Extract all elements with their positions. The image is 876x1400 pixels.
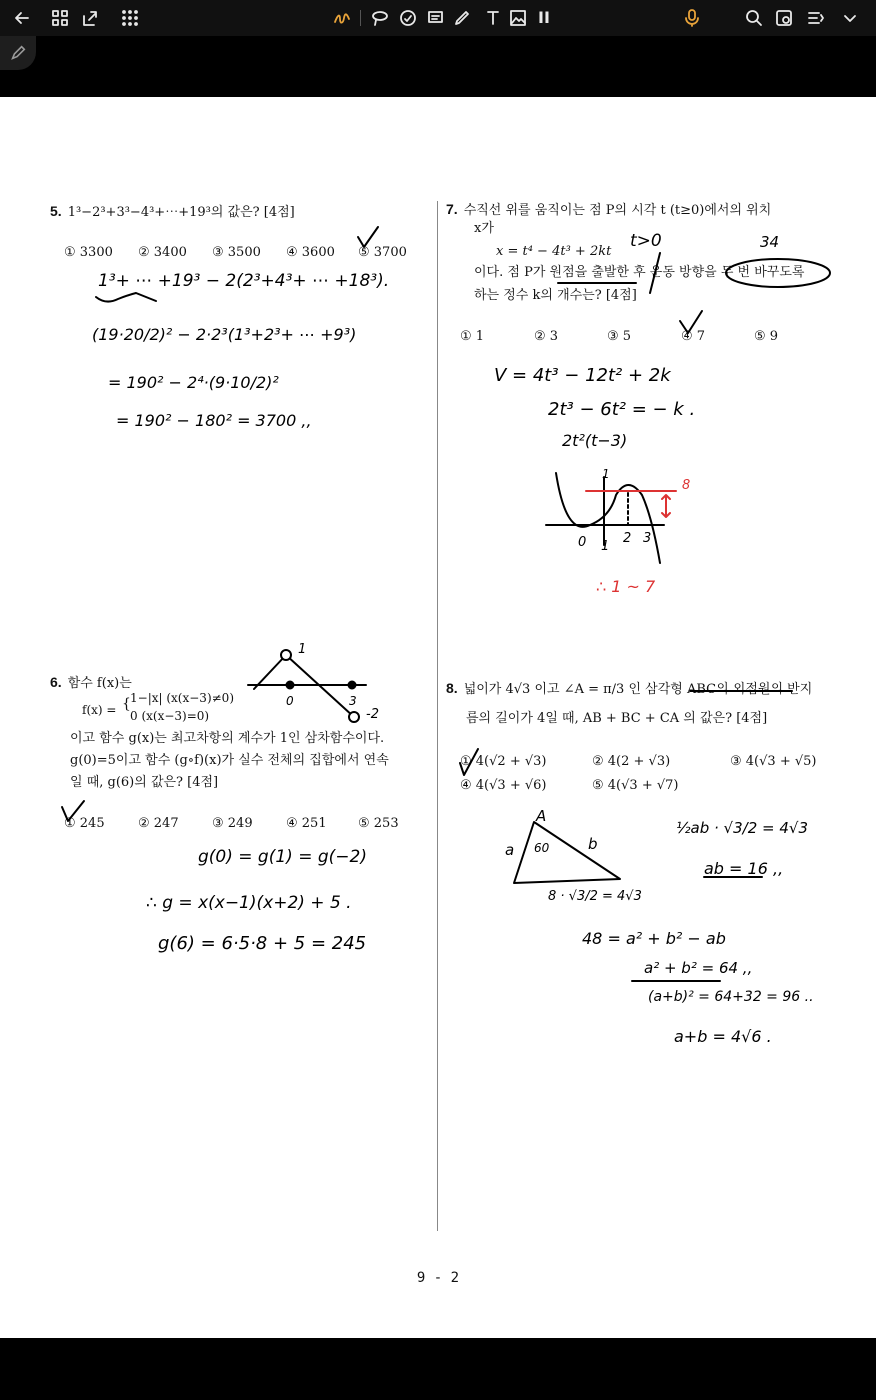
q7-line2: x가 bbox=[474, 221, 494, 236]
q8-handwriting-3: (a+b)² = 64+32 = 96 .. bbox=[648, 989, 814, 1005]
q8-triangle bbox=[514, 822, 620, 883]
q8-choice-3[interactable]: ③ 4(√3 + √5) bbox=[730, 754, 817, 769]
q6-choice-2[interactable]: ② 247 bbox=[138, 816, 179, 831]
q7-line4: 하는 정수 k의 개수는? [4점] bbox=[474, 288, 637, 303]
text-box-icon[interactable] bbox=[424, 6, 448, 30]
q5-checkmark bbox=[358, 227, 378, 247]
question-number: 5. bbox=[50, 203, 62, 219]
q8-handwriting-2: a² + b² = 64 ,, bbox=[644, 959, 753, 977]
q6-graph-label-neg2: -2 bbox=[366, 707, 379, 722]
toolbar-separator bbox=[360, 10, 361, 26]
q7-graph-label-3: 3 bbox=[643, 531, 652, 546]
question-number: 7. bbox=[446, 201, 458, 217]
q8-handwriting-4: a+b = 4√6 . bbox=[674, 1027, 772, 1046]
q6-graph-curve bbox=[254, 655, 354, 717]
q7-graph-label-0: 0 bbox=[578, 535, 587, 550]
q6-graph-open-bottom bbox=[349, 712, 359, 722]
q8-handwriting-ab: ab = 16 ,, bbox=[704, 859, 784, 878]
q6-choice-3[interactable]: ③ 249 bbox=[212, 816, 253, 831]
q7-choice-1[interactable]: ① 1 bbox=[460, 329, 485, 344]
mic-icon[interactable] bbox=[680, 6, 704, 30]
share-icon[interactable] bbox=[78, 6, 102, 30]
q6-brace: { bbox=[122, 696, 131, 712]
question-number: 8. bbox=[446, 680, 458, 696]
top-toolbar bbox=[0, 0, 876, 36]
q7-graph-redarrow bbox=[662, 495, 670, 517]
q7-graph-label-2: 2 bbox=[623, 531, 632, 546]
q8-choice-5[interactable]: ⑤ 4(√3 + √7) bbox=[592, 778, 679, 793]
q5-choice-1[interactable]: ① 3300 bbox=[64, 245, 113, 260]
q7-formula: x = t⁴ − 4t³ + 2kt bbox=[496, 244, 612, 259]
pause-icon[interactable]: II bbox=[538, 8, 550, 27]
question-6 bbox=[50, 671, 132, 695]
question-5 bbox=[50, 200, 295, 224]
q5-choice-4[interactable]: ④ 3600 bbox=[286, 245, 335, 260]
q6-graph-label-3: 3 bbox=[349, 694, 357, 708]
document-page bbox=[0, 97, 876, 1338]
q7-handwriting-ans: ∴ 1 ~ 7 bbox=[596, 577, 656, 596]
pen-floating-button[interactable] bbox=[0, 36, 36, 70]
q6-handwriting-2: ∴ g = x(x−1)(x+2) + 5 . bbox=[146, 893, 352, 913]
question-text: 수직선 위를 움직이는 점 P의 시각 t (t≥0)에서의 위치 bbox=[463, 203, 772, 218]
q6-choice-5[interactable]: ⑤ 253 bbox=[358, 816, 399, 831]
column-divider bbox=[437, 201, 438, 1231]
image-icon[interactable] bbox=[506, 6, 530, 30]
q8-handwriting-area: ½ab · √3/2 = 4√3 bbox=[676, 819, 809, 837]
q5-handwriting-3: = 190² − 2⁴·(9·10/2)² bbox=[108, 373, 279, 392]
q8-label-60: 60 bbox=[534, 841, 550, 855]
q5-handwriting-4: = 190² − 180² = 3700 ,, bbox=[116, 411, 312, 430]
pen-icon[interactable] bbox=[330, 6, 354, 30]
q5-handwriting-2: (19·20/2)² − 2·2³(1³+2³+ ⋯ +9³) bbox=[92, 325, 357, 344]
q5-choice-3[interactable]: ③ 3500 bbox=[212, 245, 261, 260]
q6-def-lhs: f(x) = bbox=[82, 703, 117, 717]
question-text: 1³−2³+3³−4³+⋯+19³의 값은? [4점] bbox=[67, 205, 295, 220]
q7-choice-2[interactable]: ② 3 bbox=[534, 329, 559, 344]
q6-handwriting-1: g(0) = g(1) = g(−2) bbox=[198, 847, 367, 867]
q6-choice-4[interactable]: ④ 251 bbox=[286, 816, 327, 831]
q7-handwriting-t: t>0 bbox=[630, 231, 662, 251]
stamp-icon[interactable] bbox=[396, 6, 420, 30]
q8-handwriting-1: 48 = a² + b² − ab bbox=[582, 929, 726, 948]
q7-handwriting-34: 34 bbox=[760, 233, 780, 251]
grid-view-icon[interactable] bbox=[48, 6, 72, 30]
q8-choice-1[interactable]: ① 4(√2 + √3) bbox=[460, 754, 547, 769]
q7-handwriting-v: V = 4t³ − 12t² + 2k bbox=[494, 365, 671, 386]
q6-graph-open-top bbox=[281, 650, 291, 660]
question-text: 넓이가 4√3 이고 ∠A = π/3 인 삼각형 ABC의 외접원의 반지 bbox=[463, 682, 813, 697]
q8-handwriting-base: 8 · √3/2 = 4√3 bbox=[548, 889, 642, 904]
q7-choice-5[interactable]: ⑤ 9 bbox=[754, 329, 779, 344]
settings-icon[interactable] bbox=[772, 6, 796, 30]
q7-choice-3[interactable]: ③ 5 bbox=[607, 329, 632, 344]
question-8 bbox=[446, 677, 812, 701]
pencil-icon bbox=[9, 44, 27, 62]
q6-graph-label-0: 0 bbox=[286, 694, 294, 708]
q5-handwriting-1: 1³+ ⋯ +19³ − 2(2³+4³+ ⋯ +18³). bbox=[98, 271, 390, 291]
page-number: 9 - 2 bbox=[416, 1270, 460, 1286]
q7-handwriting-eq: 2t³ − 6t² = − k . bbox=[548, 399, 696, 420]
q6-graph-dot-0 bbox=[287, 682, 294, 689]
search-icon[interactable] bbox=[742, 6, 766, 30]
back-arrow-icon[interactable] bbox=[10, 6, 34, 30]
list-icon[interactable] bbox=[804, 6, 828, 30]
q5-brace bbox=[96, 293, 156, 302]
q6-graph-label-1: 1 bbox=[298, 642, 307, 657]
q8-line2: 름의 길이가 4일 때, AB + BC + CA 의 값은? [4점] bbox=[466, 711, 768, 726]
q7-handwriting-fac: 2t²(t−3) bbox=[562, 431, 628, 450]
q8-label-A: A bbox=[536, 807, 547, 825]
text-tool-icon[interactable] bbox=[482, 6, 506, 30]
q8-choice-2[interactable]: ② 4(2 + √3) bbox=[592, 754, 671, 769]
q6-handwriting-3: g(6) = 6·5·8 + 5 = 245 bbox=[158, 933, 367, 954]
q6-line3: g(0)=5이고 함수 (g∘f)(x)가 실수 전체의 집합에서 연속 bbox=[70, 753, 389, 768]
q8-label-b: b bbox=[588, 835, 598, 853]
q8-label-a: a bbox=[505, 841, 515, 859]
q8-choice-4[interactable]: ④ 4(√3 + √6) bbox=[460, 778, 547, 793]
marker-icon[interactable] bbox=[450, 6, 474, 30]
q6-choice-1[interactable]: ① 245 bbox=[64, 816, 105, 831]
q6-def-top: 1−|x| (x(x−3)≠0) bbox=[130, 691, 234, 705]
q7-graph-label-1-top: 1 bbox=[602, 467, 610, 481]
q6-graph-dot-3 bbox=[349, 682, 356, 689]
q7-graph-label-8: 8 bbox=[682, 478, 691, 493]
q7-choice-4[interactable]: ④ 7 bbox=[681, 329, 706, 344]
q6-line4: 일 때, g(6)의 값은? [4점] bbox=[70, 775, 219, 790]
q7-graph-label-1: 1 bbox=[601, 539, 610, 554]
q6-line2: 이고 함수 g(x)는 최고차항의 계수가 1인 삼차함수이다. bbox=[70, 731, 385, 746]
question-7 bbox=[446, 198, 771, 222]
chevron-down-icon[interactable] bbox=[838, 6, 862, 30]
q5-choice-2[interactable]: ② 3400 bbox=[138, 245, 187, 260]
apps-icon[interactable] bbox=[118, 6, 142, 30]
question-number: 6. bbox=[50, 674, 62, 690]
q7-line3: 이다. 점 P가 원점을 출발한 후 운동 방향을 두 번 바꾸도록 bbox=[474, 265, 805, 280]
question-text: 함수 f(x)는 bbox=[67, 676, 132, 691]
q6-def-bottom: 0 (x(x−3)=0) bbox=[130, 709, 210, 723]
q5-choice-5[interactable]: ⑤ 3700 bbox=[358, 245, 407, 260]
lasso-icon[interactable] bbox=[368, 6, 392, 30]
